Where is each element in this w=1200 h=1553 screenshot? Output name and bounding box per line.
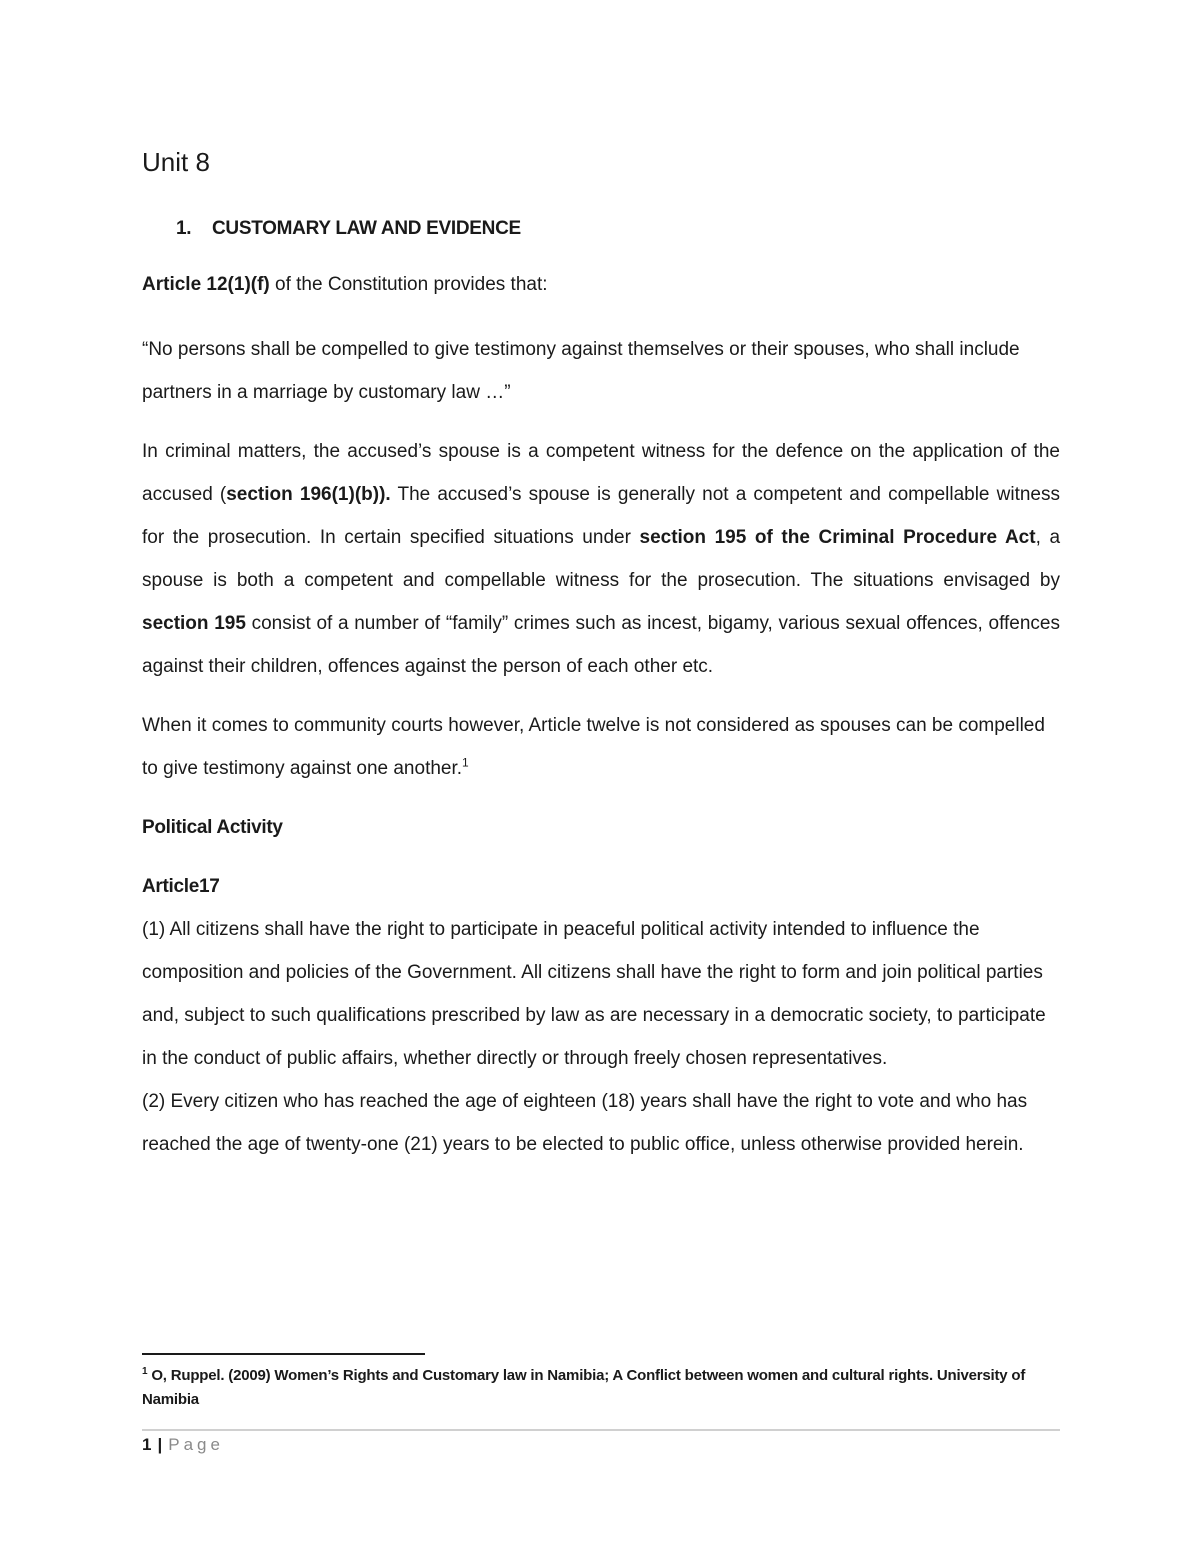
criminal-matters-paragraph — [142, 430, 1060, 688]
section-title: CUSTOMARY LAW AND EVIDENCE — [212, 218, 521, 239]
section-196-ref: section 196(1)(b)). — [226, 484, 391, 505]
footer-divider — [142, 1429, 1060, 1431]
footnote-mark: 1 — [142, 1366, 148, 1377]
page-label: Page — [168, 1435, 224, 1454]
article17-clause-1: (1) All citizens shall have the right to participate in peaceful political activity intended to influence the composition and policies of the Government. All citizens shall have the right to form and join political parties and, subject to such qualifications prescribed by law as are necessary in a democratic society, to participate in the conduct of public affairs, whether directly or through freely chosen representatives. — [142, 919, 1046, 1069]
article17-clause-2: (2) Every citizen who has reached the age of eighteen (18) years shall have the right to vote and who has reached the age of twenty-one (21) years to be elected to public office, unless otherwise provided herein. — [142, 1091, 1028, 1155]
section-195-ref: section 195 — [142, 613, 246, 634]
paragraph-text: The accused’s spouse is generally not a competent and compellable witness for the prosecution. In certain specified situations under — [142, 484, 1060, 548]
unit-title: Unit 8 — [142, 147, 210, 177]
article-ref: Article 12(1)(f) — [142, 274, 270, 295]
paragraph-text: When it comes to community courts however, Article twelve is not considered as spouses can be compelled to give testimony against one another. — [142, 715, 1045, 779]
document-body — [142, 140, 1060, 1166]
paragraph-text: , a spouse is both a competent and compellable witness for the prosecution. The situations envisaged by — [142, 527, 1061, 591]
constitution-quote: “No persons shall be compelled to give testimony against themselves or their spouses, who shall include partners in a marriage by customary law …” — [142, 339, 1020, 403]
section-195-act-ref: section 195 of the Criminal Procedure Act — [639, 527, 1036, 548]
footnote-reference[interactable]: 1 — [462, 755, 469, 770]
political-activity-heading: Political Activity — [142, 817, 283, 838]
section-heading — [142, 214, 1060, 244]
footnote — [142, 1364, 1060, 1412]
footnote-separator — [142, 1353, 425, 1355]
paragraph-text: consist of a number of “family” crimes such as incest, bigamy, various sexual offences, offences against their children, offences against the person of each other etc. — [142, 613, 1060, 677]
article-intro-text: of the Constitution provides that: — [269, 274, 548, 295]
community-courts-paragraph — [142, 704, 1060, 790]
article-intro — [142, 270, 1060, 300]
paragraph-text: In criminal matters, the accused’s spouse is a competent witness for the defence on the application of the accused ( — [142, 441, 1060, 505]
article17-heading: Article17 — [142, 876, 220, 897]
page-number: 1 — [142, 1435, 152, 1454]
footnote-text: O, Ruppel. (2009) Women’s Rights and Customary law in Namibia; A Conflict between women and cultural rights. University of Namibia — [142, 1367, 1026, 1408]
section-number: 1. — [176, 218, 192, 239]
footer-separator: | — [157, 1435, 163, 1454]
page-footer — [142, 1432, 224, 1458]
